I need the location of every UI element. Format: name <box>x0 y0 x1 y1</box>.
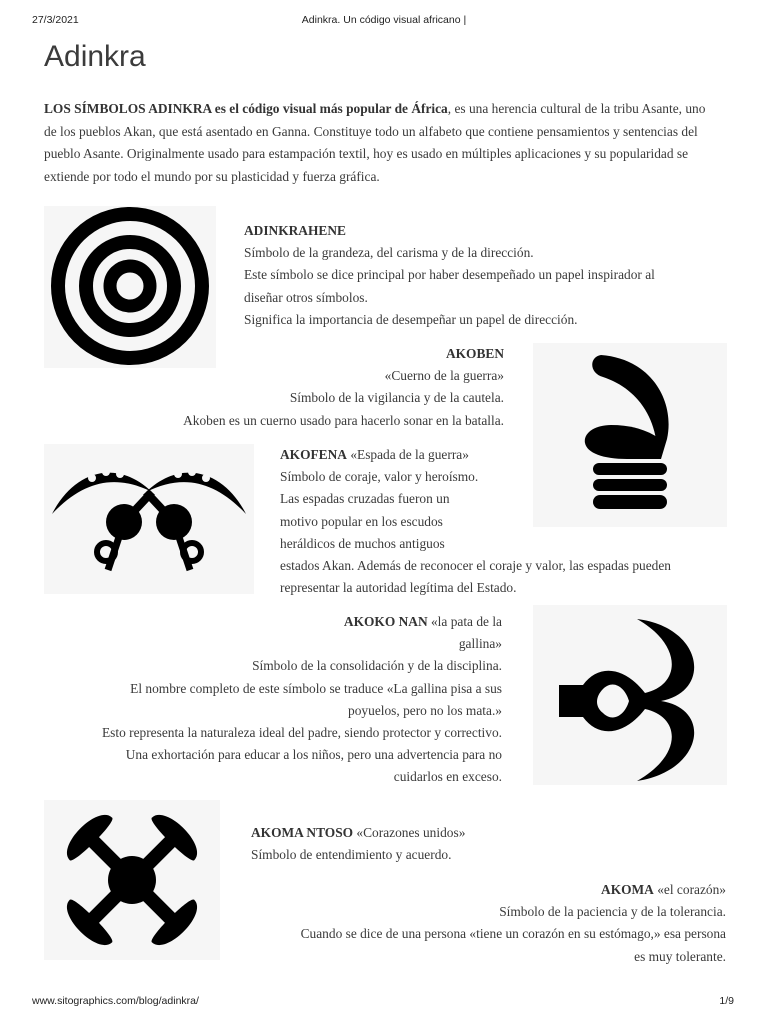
akoma-line: Cuando se dice de una persona «tiene un corazón en su estómago,» esa persona <box>300 926 726 942</box>
akoma-ntoso-subtitle: «Corazones unidos» <box>356 825 466 840</box>
akoben-line: Akoben es un cuerno usado para hacerlo sonar en la batalla. <box>183 412 504 428</box>
akoko-nan-line: poyuelos, pero no los mata.» <box>348 702 502 718</box>
header-title: Adinkra. Un código visual africano | <box>301 14 467 26</box>
akoko-nan-text <box>40 611 502 789</box>
akoko-nan-line: El nombre completo de este símbolo se traduce «La gallina pisa a sus <box>130 680 502 696</box>
akoben-line: «Cuerno de la guerra» <box>384 368 504 384</box>
akoko-nan-line: Símbolo de la consolidación y de la disciplina. <box>252 658 502 674</box>
intro-text: , es una herencia cultural de la tribu Asante, uno de los pueblos Akan, que está asentado en Ganna. Constituye todo un alfabeto que contiene pensamientos y sentencias del pueblo Asante. Originalmente usado para estampación textil, hoy es usado en múltiples aplicaciones y su popularidad se extiende por todo el mundo por su plasticidad y fuerza gráfica. <box>44 101 706 184</box>
akofena-text <box>280 444 720 599</box>
intro-paragraph <box>44 98 714 188</box>
adinkrahene-line: Significa la importancia de desempeñar un papel de dirección. <box>244 311 578 327</box>
adinkrahene-line: Este símbolo se dice principal por haber desempeñado un papel inspirador al <box>244 267 655 283</box>
adinkrahene-line: diseñar otros símbolos. <box>244 289 368 305</box>
akoko-nan-subtitle: «la pata de la <box>430 614 502 629</box>
akoko-nan-line: Esto representa la naturaleza ideal del padre, siendo protector y correctivo. <box>101 725 502 741</box>
header-date: 27/3/2021 <box>32 14 79 26</box>
akoma-line: es muy tolerante. <box>634 948 726 964</box>
footer-url[interactable]: www.sitographics.com/blog/adinkra/ <box>32 995 199 1007</box>
akofena-line: Símbolo de coraje, valor y heroísmo. <box>280 469 479 485</box>
akoma-ntoso-text <box>251 822 691 866</box>
akoko-nan-line: gallina» <box>458 636 502 652</box>
intro-bold: LOS SÍMBOLOS ADINKRA es el código visual más popular de África <box>44 101 448 116</box>
adinkrahene-line: Símbolo de la grandeza, del carisma y de la dirección. <box>244 245 534 261</box>
akofena-subtitle: «Espada de la guerra» <box>350 447 469 462</box>
akoma-line: Símbolo de la paciencia y de la tolerancia. <box>499 904 726 920</box>
akoma-subtitle: «el corazón» <box>657 882 726 897</box>
akoko-nan-line: Una exhortación para educar a los niños, pero una advertencia para no <box>125 747 502 763</box>
akoma-ntoso-icon <box>44 800 220 960</box>
page-title: Adinkra <box>44 40 146 73</box>
akoma-text <box>230 879 726 968</box>
page-number: 1/9 <box>719 995 734 1007</box>
akofena-line: Las espadas cruzadas fueron un <box>280 491 450 507</box>
akofena-line: representar la autoridad legítima del Estado. <box>280 580 517 596</box>
akoko-nan-name: AKOKO NAN <box>343 614 428 629</box>
akoko-nan-icon <box>533 605 727 785</box>
akoma-ntoso-line: Símbolo de entendimiento y acuerdo. <box>251 847 452 863</box>
akofena-line: motivo popular en los escudos <box>280 513 443 529</box>
akofena-line: estados Akan. Además de reconocer el coraje y valor, las espadas pueden <box>280 558 671 574</box>
akoma-name: AKOMA <box>601 882 654 897</box>
akofena-name: AKOFENA <box>280 447 347 462</box>
adinkrahene-text <box>244 220 724 331</box>
akofena-line: heráldicos de muchos antiguos <box>280 535 445 551</box>
akoben-line: Símbolo de la vigilancia y de la cautela. <box>289 390 504 406</box>
akoben-name: AKOBEN <box>445 346 504 361</box>
adinkrahene-name: ADINKRAHENE <box>244 223 346 238</box>
akoben-text <box>120 343 504 432</box>
akofena-icon <box>44 444 254 594</box>
akoko-nan-line: cuidarlos en exceso. <box>393 769 502 785</box>
akoma-ntoso-name: AKOMA NTOSO <box>251 825 354 840</box>
